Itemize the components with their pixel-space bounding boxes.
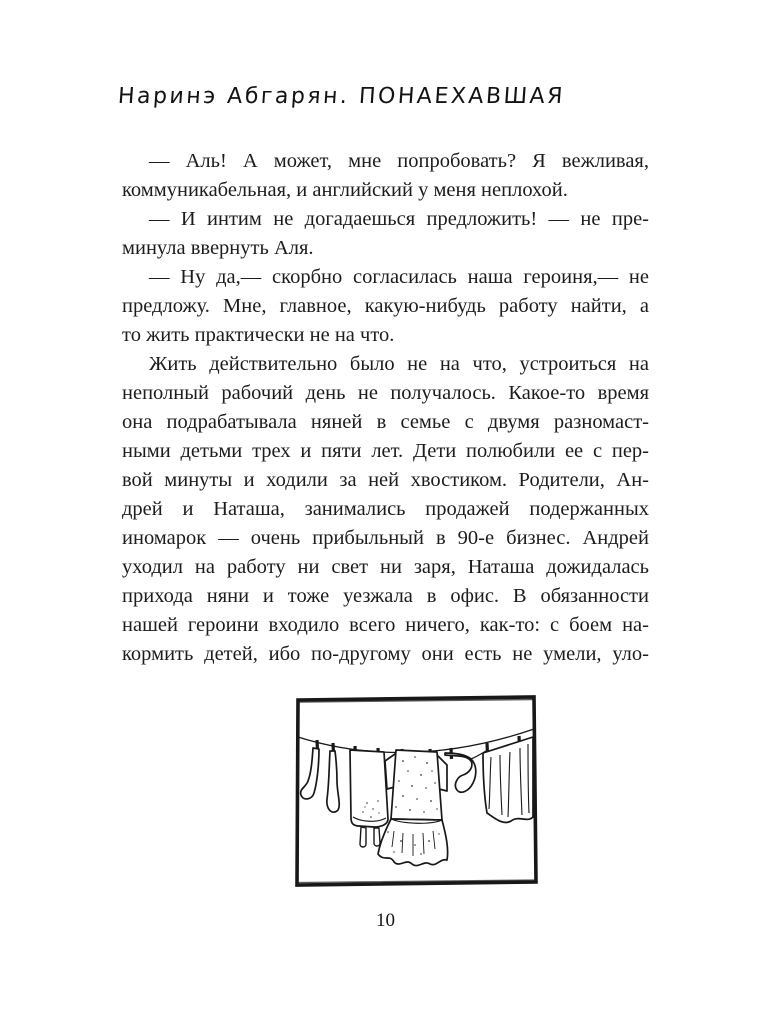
laundry-illustration-svg	[291, 691, 541, 891]
text-line: прихода няни и тоже уезжала в офис. В обязанности	[122, 585, 649, 607]
text-line: Жить действительно было не на что, устроиться на	[149, 353, 649, 375]
text-line: коммуникабельная, и английский у меня неплохой.	[122, 179, 568, 201]
stockings	[301, 748, 340, 812]
text-line: иномарок — очень прибыльный в 90-е бизнес. Андрей	[122, 527, 649, 549]
paragraph	[122, 263, 649, 350]
paragraph	[122, 350, 649, 669]
text-line: кормить детей, ибо по-другому они есть не умели, уло-	[122, 643, 649, 665]
text-line: дрей и Наташа, занимались продажей подержанных	[122, 498, 649, 520]
text-line: неполный рабочий день не получалось. Какое-то время	[122, 382, 649, 404]
text-line: — Ну да,— скорбно согласилась наша героиня,— не	[149, 266, 649, 288]
paragraph	[122, 205, 649, 263]
dress	[378, 750, 448, 866]
text-line: минула ввернуть Аля.	[122, 237, 314, 259]
curtain	[483, 737, 533, 822]
running-header: Наринэ Абгарян. ПОНАЕХАВШАЯ	[117, 84, 566, 109]
body-text	[122, 147, 649, 669]
text-line: она подрабатывала няней в семье с двумя разномаст-	[122, 411, 649, 433]
text-line: вой минуты и ходили за ней хвостиком. Родители, Ан-	[122, 469, 649, 491]
text-line: — Аль! А может, мне попробовать? Я вежливая,	[149, 150, 649, 172]
towel	[350, 750, 388, 847]
text-line: — И интим не догадаешься предложить! — не пре-	[149, 208, 649, 230]
text-line: предложу. Мне, главное, какую-нибудь работу найти, а	[122, 295, 649, 317]
text-line: то жить практически не на что.	[122, 324, 395, 346]
laundry-illustration	[291, 691, 541, 891]
text-line: нашей героини входило всего ничего, как-то: с боем на-	[122, 614, 649, 636]
paragraph	[122, 147, 649, 205]
page-number: 10	[376, 910, 395, 931]
text-line: уходил на работу ни свет ни заря, Наташа дожидалась	[122, 556, 649, 578]
text-line: ными детьми трех и пяти лет. Дети полюбили ее с пер-	[122, 440, 649, 462]
